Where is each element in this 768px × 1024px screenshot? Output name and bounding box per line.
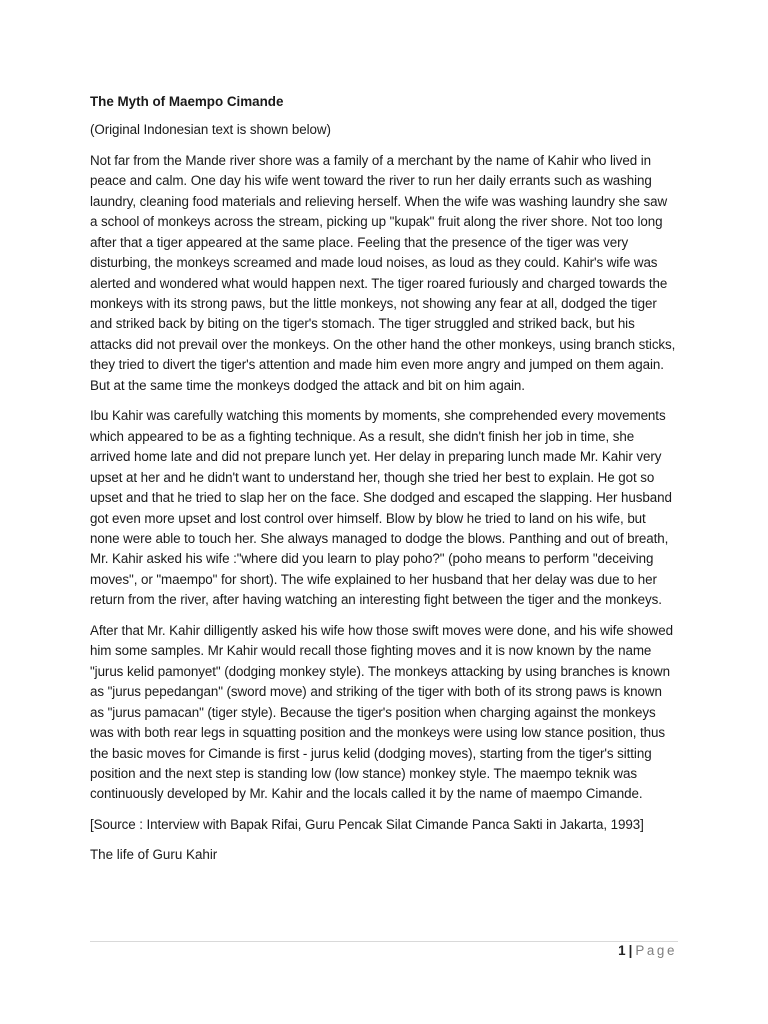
footer-divider bbox=[90, 941, 678, 942]
paragraph-2: Ibu Kahir was carefully watching this moments by moments, she comprehended every movements which appeared to be as a fighting technique. As a result, she didn't finish her job in time, she arrived home late and did not prepare lunch yet. Her delay in preparing lunch made Mr. Kahir very upset at her and he didn't want to understand her, though she tried her best to explain. He got so upset and that he tried to slap her on the face. She dodged and escaped the slapping. Her husband got even more upset and lost control over himself. Blow by blow he tried to land on his wife, but none were able to touch her. She always managed to dodge the blows. Panthing and out of breath, Mr. Kahir asked his wife :"where did you learn to play poho?" (poho means to perform "deceiving moves", or "maempo" for short). The wife explained to her husband that her delay was due to her return from the river, after having watching an interesting fight between the tiger and the monkeys. bbox=[90, 408, 672, 608]
page-separator: | bbox=[628, 943, 633, 958]
page-label: Page bbox=[635, 943, 677, 958]
page-footer bbox=[618, 942, 677, 960]
document-body bbox=[90, 92, 678, 866]
paragraph-3: After that Mr. Kahir dilligently asked his wife how those swift moves were done, and his wife showed him some samples. Mr Kahir would recall those fighting moves and it is now known by the name "jurus kelid pamonyet" (dodging monkey style). The monkeys attacking by using branches is known as "jurus pepedangan" (sword move) and striking of the tiger with both of its strong paws is known as "jurus pamacan" (tiger style). Because the tiger's position when charging against the monkeys was with both rear legs in squatting position and the monkeys were using low stance position, thus the basic moves for Cimande is first - jurus kelid (dodging moves), starting from the tiger's sitting position and the next step is standing low (low stance) monkey style. The maempo teknik was continuously developed by Mr. Kahir and the locals called it by the name of maempo Cimande. bbox=[90, 622, 673, 802]
page-number: 1 bbox=[618, 943, 626, 958]
source-citation: [Source : Interview with Bapak Rifai, Guru Pencak Silat Cimande Panca Sakti in Jakarta, 1993] bbox=[90, 816, 644, 832]
document-title: The Myth of Maempo Cimande bbox=[90, 94, 284, 109]
section-heading: The life of Guru Kahir bbox=[90, 847, 218, 863]
paragraph-1: Not far from the Mande river shore was a family of a merchant by the name of Kahir who lived in peace and calm. One day his wife went toward the river to run her daily errants such as washing laundry, cleaning food materials and relieving herself. When the wife was washing laundry she saw a school of monkeys across the stream, picking up "kupak" fruit along the river shore. Not too long after that a tiger appeared at the same place. Feeling that the presence of the tiger was very disturbing, the monkeys screamed and made loud noises, as loud as they could. Kahir's wife was alerted and wondered what would happen next. The tiger roared furiously and charged towards the monkeys with its strong paws, but the little monkeys, not showing any fear at all, dodged the tiger and striked back by biting on the tiger's stomach. The tiger struggled and striked back, but his attacks did not prevail over the monkeys. On the other hand the other monkeys, using branch sticks, they tried to divert the tiger's attention and made him even more angry and jumped on them again. But at the same time the monkeys dodged the attack and bit on him again. bbox=[90, 152, 676, 393]
translation-note: (Original Indonesian text is shown below) bbox=[90, 122, 331, 138]
